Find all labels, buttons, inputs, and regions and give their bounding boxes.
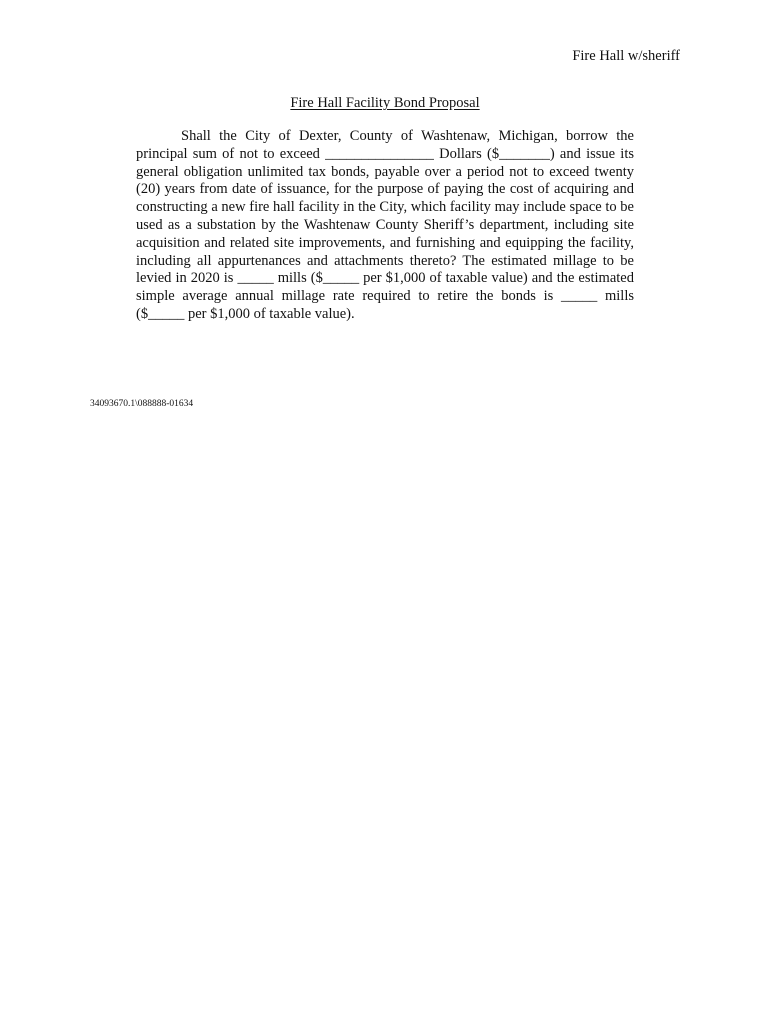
proposal-paragraph: Shall the City of Dexter, County of Washtenaw, Michigan, borrow the principal sum of not to exceed _______________ Dollars ($_______) and issue its general obligation unlimited tax bonds, payable over a period not to exceed twenty (20) years from date of issuance, for the purpose of paying the cost of acquiring and constructing a new fire hall facility in the City, which facility may include space to be used as a substation by the Washtenaw County Sheriff’s department, including site acquisition and related site improvements, and furnishing and equipping the facility, including all appurtenances and attachments thereto? The estimated millage to be levied in 2020 is _____ mills ($_____ per $1,000 of taxable value) and the estimated simple average annual millage rate required to retire the bonds is _____ mills ($_____ per $1,000 of taxable value). <box>136 128 634 322</box>
header-label: Fire Hall w/sheriff <box>572 48 680 64</box>
document-title: Fire Hall Facility Bond Proposal <box>290 95 480 111</box>
document-id: 34093670.1\088888-01634 <box>90 399 194 409</box>
document-title-container <box>0 93 770 113</box>
